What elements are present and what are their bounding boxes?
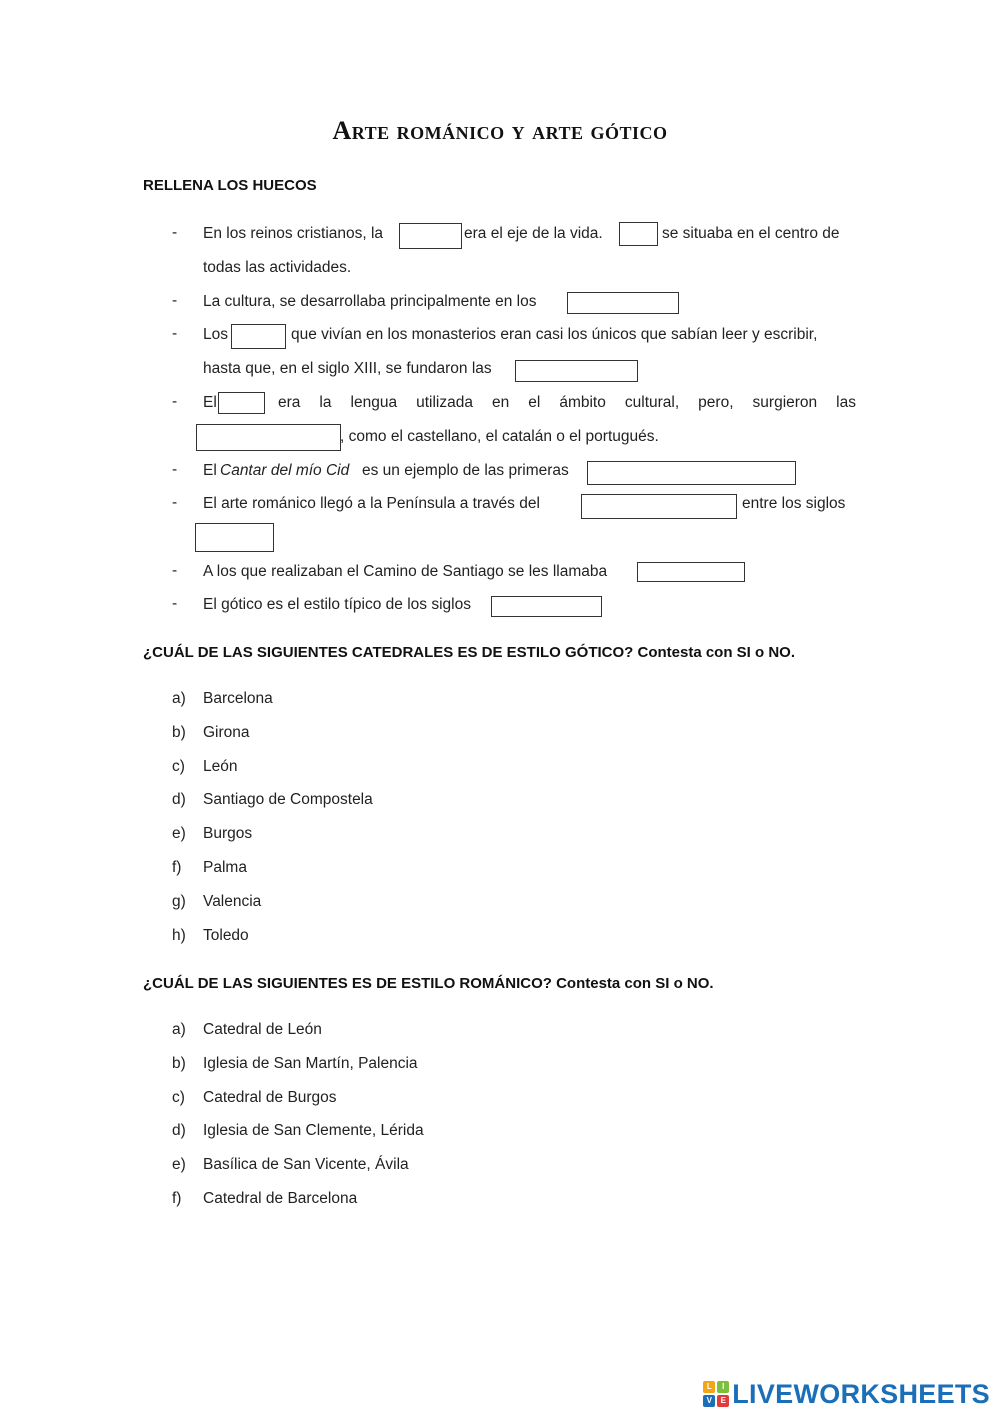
blank-q4-1[interactable]	[218, 392, 265, 414]
list-item: Burgos	[203, 825, 253, 843]
list-item-letter: e)	[172, 825, 186, 843]
blank-q7-1[interactable]	[637, 562, 745, 582]
gothic-cathedrals-heading: ¿CUÁL DE LAS SIGUIENTES CATEDRALES ES DE ESTILO GÓTICO? Contesta con SI o NO.	[143, 644, 795, 661]
q1-text-b: era el eje de la vida.	[464, 225, 603, 242]
blank-q6-1[interactable]	[581, 494, 737, 519]
list-item: Palma	[203, 859, 247, 876]
list-item-letter: f)	[172, 1190, 182, 1207]
list-item-letter: a)	[172, 690, 186, 707]
list-item: Iglesia de San Martín, Palencia	[203, 1054, 418, 1072]
q6-text-a: El arte románico llegó a la Península a través del	[203, 495, 540, 512]
q8-text-a: El gótico es el estilo típico de los siglos	[203, 596, 471, 613]
brand-name: LIVEWORKSHEETS	[732, 1378, 990, 1409]
romanesque-heading: ¿CUÁL DE LAS SIGUIENTES ES DE ESTILO ROMÁNICO? Contesta con SI o NO.	[143, 975, 714, 992]
bullet-dash: -	[172, 595, 178, 612]
q5-text-italic: Cantar del mío Cid	[220, 462, 350, 479]
bullet-dash: -	[172, 393, 178, 410]
blank-q4-2[interactable]	[196, 424, 341, 451]
q3-text-a: Los	[203, 326, 228, 343]
blank-q1-2[interactable]	[619, 222, 658, 246]
list-item: Catedral de Barcelona	[203, 1190, 358, 1207]
list-item: León	[203, 757, 238, 775]
bullet-dash: -	[172, 494, 178, 511]
liveworksheets-logo	[703, 1378, 990, 1410]
q1-text-d: todas las actividades.	[203, 259, 352, 276]
bullet-dash: -	[172, 562, 178, 579]
list-item-letter: a)	[172, 1021, 186, 1038]
list-item-letter: c)	[172, 1088, 185, 1106]
list-item: Barcelona	[203, 690, 273, 707]
bullet-dash: -	[172, 224, 178, 241]
list-item-letter: d)	[172, 1122, 186, 1140]
q5-text-c: es un ejemplo de las primeras	[362, 462, 569, 479]
q5-text-a: El	[203, 462, 217, 479]
liveworksheets-icon: L I V E	[703, 1381, 729, 1407]
list-item-letter: b)	[172, 723, 186, 741]
q4-text-a: El	[203, 394, 217, 411]
list-item-letter: d)	[172, 791, 186, 809]
list-item-letter: h)	[172, 926, 186, 944]
list-item: Valencia	[203, 892, 262, 910]
list-item: Iglesia de San Clemente, Lérida	[203, 1122, 424, 1140]
q6-text-b: entre los siglos	[742, 495, 846, 512]
blank-q3-2[interactable]	[515, 360, 638, 382]
q3-text-b: que vivían en los monasterios eran casi los únicos que sabían leer y escribir,	[291, 326, 818, 343]
q7-text-a: A los que realizaban el Camino de Santiago se les llamaba	[203, 563, 608, 580]
blank-q5-1[interactable]	[587, 461, 796, 485]
q4-text-c: , como el castellano, el catalán o el portugués.	[340, 428, 659, 445]
q2-text-a: La cultura, se desarrollaba principalmente en los	[203, 293, 537, 310]
list-item: Girona	[203, 723, 250, 741]
list-item-letter: b)	[172, 1054, 186, 1072]
list-item: Santiago de Compostela	[203, 791, 373, 809]
list-item: Catedral de Burgos	[203, 1088, 337, 1106]
blank-q6-2[interactable]	[195, 523, 274, 552]
list-item-letter: f)	[172, 859, 182, 876]
q3-text-c: hasta que, en el siglo XIII, se fundaron las	[203, 360, 492, 377]
q1-text-c: se situaba en el centro de	[662, 225, 840, 242]
fill-blanks-heading: RELLENA LOS HUECOS	[143, 177, 317, 194]
list-item: Catedral de León	[203, 1021, 322, 1038]
blank-q2-1[interactable]	[567, 292, 679, 314]
list-item-letter: g)	[172, 892, 186, 910]
blank-q3-1[interactable]	[231, 324, 286, 349]
bullet-dash: -	[172, 292, 178, 309]
q1-text-a: En los reinos cristianos, la	[203, 225, 384, 242]
list-item-letter: c)	[172, 757, 185, 775]
bullet-dash: -	[172, 461, 178, 478]
blank-q1-1[interactable]	[399, 223, 462, 249]
blank-q8-1[interactable]	[491, 596, 602, 617]
list-item-letter: e)	[172, 1156, 186, 1174]
bullet-dash: -	[172, 325, 178, 342]
q4-text-b: era la lengua utilizada en el ámbito cultural, pero, surgieron las	[278, 394, 856, 411]
worksheet-title: Arte románico y arte gótico	[332, 116, 668, 145]
list-item: Basílica de San Vicente, Ávila	[203, 1156, 409, 1174]
list-item: Toledo	[203, 926, 249, 944]
